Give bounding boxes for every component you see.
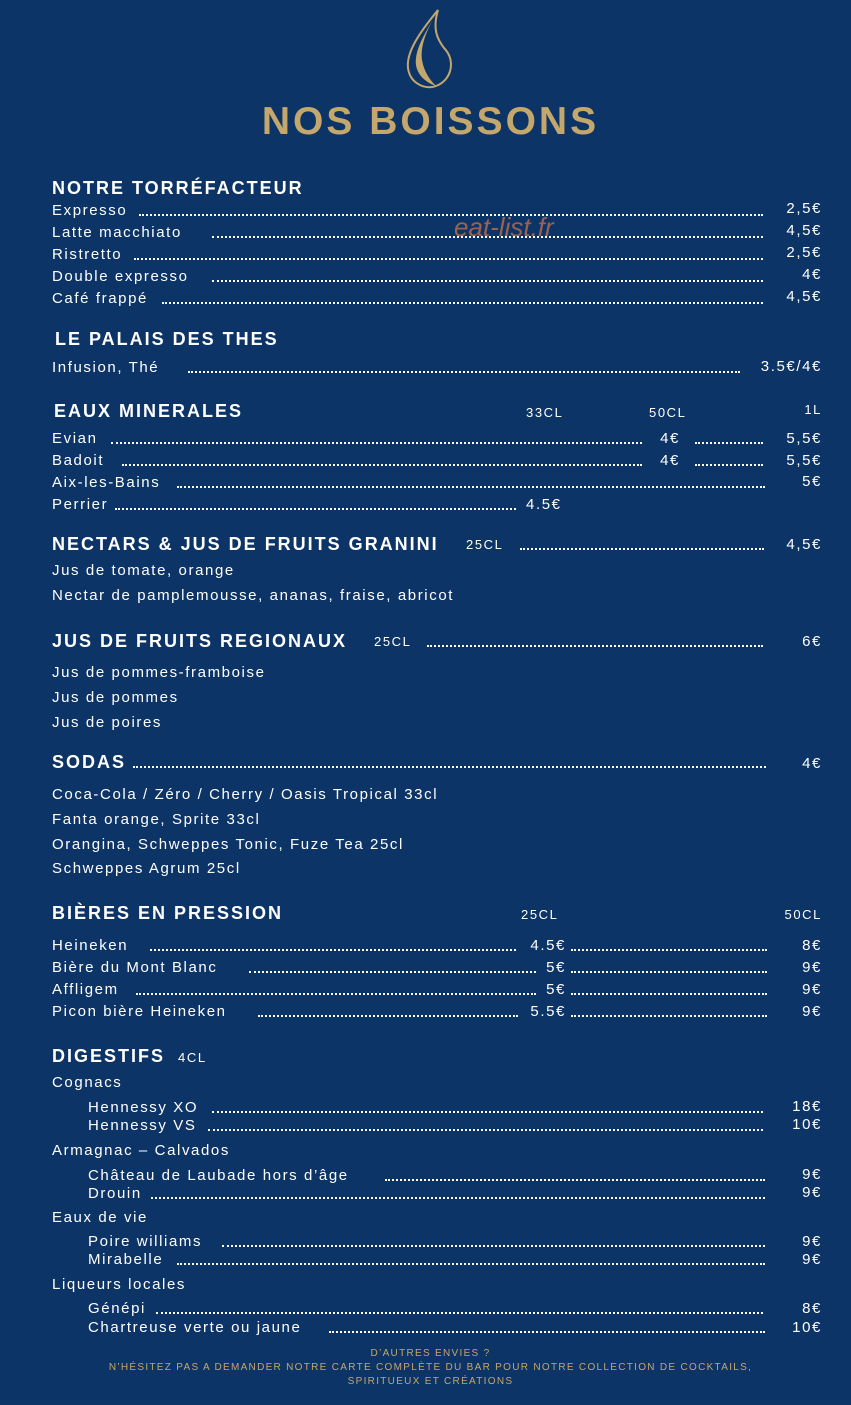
dot-leader — [571, 1015, 767, 1017]
item-mont-blanc-name: Bière du Mont Blanc — [52, 959, 218, 976]
digestifs-size: 4CL — [178, 1050, 207, 1065]
dot-leader — [136, 993, 536, 995]
footer-line: SPIRITUEUX ET CRÉATIONS — [347, 1376, 514, 1387]
section-title-digestifs: DIGESTIFS — [52, 1046, 166, 1066]
footer-line: N’HÉSITEZ PAS A DEMANDER NOTRE CARTE COMPLÈTE DU BAR POUR NOTRE COLLECTION DE COCKTAILS, — [108, 1362, 753, 1373]
item-ristretto-name: Ristretto — [52, 246, 123, 263]
item-infusion-price: 3.5€/4€ — [760, 358, 822, 375]
item-evian-price-50cl: 5,5€ — [786, 430, 822, 447]
sodas-item: Fanta orange, Sprite 33cl — [52, 811, 261, 828]
regionaux-item: Jus de pommes — [52, 689, 179, 706]
dot-leader — [177, 486, 765, 488]
section-title-eaux: EAUX MINERALES — [54, 401, 244, 421]
item-picon-price-25cl: 5.5€ — [530, 1003, 566, 1020]
dot-leader — [133, 766, 766, 768]
item-evian-name: Evian — [52, 430, 98, 447]
digestif-group-liqueurs: Liqueurs locales — [52, 1276, 186, 1293]
dot-leader — [222, 1245, 765, 1247]
sodas-item: Orangina, Schweppes Tonic, Fuze Tea 25cl — [52, 836, 404, 853]
dot-leader — [177, 1263, 765, 1265]
eaux-col-33cl: 33CL — [526, 405, 564, 420]
regionaux-price: 6€ — [802, 633, 822, 650]
item-mirabelle-price: 9€ — [802, 1251, 822, 1268]
dot-leader — [212, 280, 763, 282]
eaux-col-50cl: 50CL — [649, 405, 687, 420]
dot-leader — [156, 1312, 763, 1314]
item-chartreuse-name: Chartreuse verte ou jaune — [88, 1319, 302, 1336]
footer-line: D’AUTRES ENVIES ? — [370, 1348, 491, 1359]
sodas-item: Schweppes Agrum 25cl — [52, 860, 241, 877]
dot-leader — [151, 1197, 765, 1199]
dot-leader — [134, 258, 763, 260]
item-badoit-name: Badoit — [52, 452, 105, 469]
item-aix-name: Aix-les-Bains — [52, 474, 161, 491]
item-affligem-price-50cl: 9€ — [802, 981, 822, 998]
item-hennessy-vs-price: 10€ — [792, 1116, 822, 1133]
dot-leader — [150, 949, 516, 951]
item-drouin-name: Drouin — [88, 1185, 142, 1202]
dot-leader — [111, 442, 642, 444]
item-hennessy-xo-price: 18€ — [792, 1098, 822, 1115]
dot-leader — [695, 464, 763, 466]
item-double-expresso-name: Double expresso — [52, 268, 189, 285]
item-chartreuse-price: 10€ — [792, 1319, 822, 1336]
item-cafe-frappe-name: Café frappé — [52, 290, 148, 307]
page-title: NOS BOISSONS — [261, 100, 600, 143]
section-title-bieres: BIÈRES EN PRESSION — [52, 903, 284, 923]
item-genepi-name: Génépi — [88, 1300, 146, 1317]
item-expresso-price: 2,5€ — [786, 200, 822, 217]
dot-leader — [249, 971, 536, 973]
item-picon-name: Picon bière Heineken — [52, 1003, 227, 1020]
sodas-item: Coca-Cola / Zéro / Cherry / Oasis Tropical 33cl — [52, 786, 439, 803]
dot-leader — [139, 214, 763, 216]
item-laubade-name: Château de Laubade hors d’âge — [88, 1167, 349, 1184]
item-mirabelle-name: Mirabelle — [88, 1251, 164, 1268]
dot-leader — [695, 442, 763, 444]
item-laubade-price: 9€ — [802, 1166, 822, 1183]
regionaux-item: Jus de poires — [52, 714, 163, 731]
item-drouin-price: 9€ — [802, 1184, 822, 1201]
section-title-thes: LE PALAIS DES THES — [55, 329, 279, 349]
regionaux-item: Jus de pommes-framboise — [52, 664, 266, 681]
section-title-sodas: SODAS — [52, 752, 127, 772]
item-heineken-price-50cl: 8€ — [802, 937, 822, 954]
digestif-group-armagnac: Armagnac – Calvados — [52, 1142, 230, 1159]
item-genepi-price: 8€ — [802, 1300, 822, 1317]
item-expresso-name: Expresso — [52, 202, 128, 219]
dot-leader — [427, 645, 763, 647]
item-affligem-price-25cl: 5€ — [546, 981, 566, 998]
drop-logo-icon — [402, 8, 460, 90]
dot-leader — [115, 508, 516, 510]
item-infusion-name: Infusion, Thé — [52, 359, 160, 376]
dot-leader — [571, 949, 767, 951]
bieres-col-25cl: 25CL — [521, 907, 559, 922]
item-latte-price: 4,5€ — [786, 222, 822, 239]
dot-leader — [329, 1331, 765, 1333]
dot-leader — [571, 993, 767, 995]
item-perrier-name: Perrier — [52, 496, 109, 513]
dot-leader — [212, 236, 763, 238]
item-evian-price-33cl: 4€ — [660, 430, 680, 447]
section-title-torrefacteur: NOTRE TORRÉFACTEUR — [52, 178, 304, 198]
dot-leader — [188, 371, 740, 373]
section-title-regionaux: JUS DE FRUITS REGIONAUX — [52, 631, 348, 651]
dot-leader — [258, 1015, 518, 1017]
bieres-col-50cl: 50CL — [784, 907, 822, 922]
item-badoit-price-33cl: 4€ — [660, 452, 680, 469]
dot-leader — [162, 302, 763, 304]
item-mont-blanc-price-25cl: 5€ — [546, 959, 566, 976]
dot-leader — [571, 971, 767, 973]
item-aix-price: 5€ — [802, 473, 822, 490]
dot-leader — [385, 1179, 765, 1181]
digestif-group-eaux-de-vie: Eaux de vie — [52, 1209, 148, 1226]
dot-leader — [212, 1111, 763, 1113]
dot-leader — [122, 464, 642, 466]
nectars-item: Nectar de pamplemousse, ananas, fraise, abricot — [52, 587, 455, 604]
item-poire-price: 9€ — [802, 1233, 822, 1250]
dot-leader — [208, 1129, 763, 1131]
item-mont-blanc-price-50cl: 9€ — [802, 959, 822, 976]
nectars-size: 25CL — [466, 537, 504, 552]
item-latte-name: Latte macchiato — [52, 224, 182, 241]
watermark: eat-list.fr — [454, 212, 554, 242]
section-title-nectars: NECTARS & JUS DE FRUITS GRANINI — [52, 534, 439, 554]
item-hennessy-xo-name: Hennessy XO — [88, 1099, 199, 1116]
item-heineken-price-25cl: 4.5€ — [530, 937, 566, 954]
item-double-expresso-price: 4€ — [802, 266, 822, 283]
item-badoit-price-50cl: 5,5€ — [786, 452, 822, 469]
item-picon-price-50cl: 9€ — [802, 1003, 822, 1020]
item-hennessy-vs-name: Hennessy VS — [88, 1117, 197, 1134]
dot-leader — [520, 548, 764, 550]
item-ristretto-price: 2,5€ — [786, 244, 822, 261]
item-cafe-frappe-price: 4,5€ — [786, 288, 822, 305]
regionaux-size: 25CL — [374, 634, 412, 649]
item-affligem-name: Affligem — [52, 981, 119, 998]
item-heineken-name: Heineken — [52, 937, 129, 954]
eaux-col-1l: 1L — [804, 402, 822, 417]
nectars-item: Jus de tomate, orange — [52, 562, 235, 579]
nectars-price: 4,5€ — [786, 536, 822, 553]
digestif-group-cognacs: Cognacs — [52, 1074, 123, 1091]
item-poire-name: Poire williams — [88, 1233, 203, 1250]
item-perrier-price: 4.5€ — [526, 496, 562, 513]
sodas-price: 4€ — [802, 755, 822, 772]
